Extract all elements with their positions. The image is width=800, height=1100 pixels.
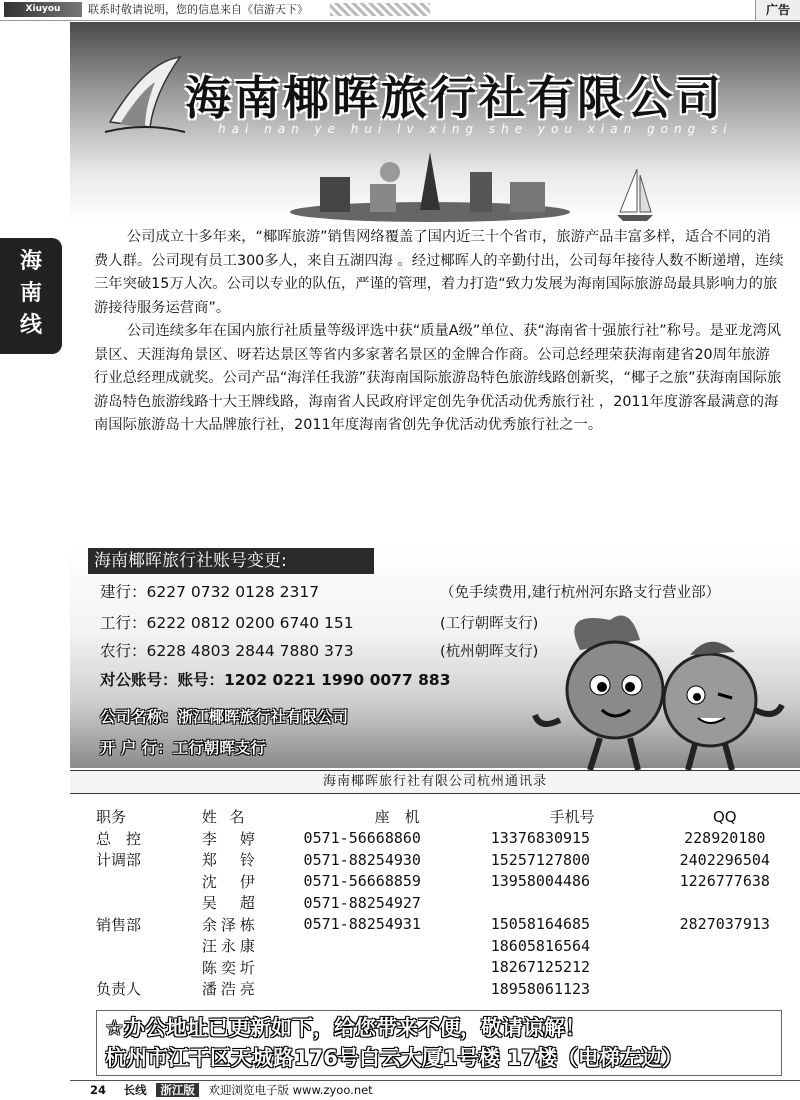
column-header: QQ bbox=[712, 807, 737, 826]
section-tab bbox=[0, 238, 62, 354]
cell-qq bbox=[654, 978, 796, 1000]
cell-name: 潘浩亮 bbox=[201, 980, 259, 999]
cell-mobile: 18605816564 bbox=[490, 936, 591, 955]
cell-name: 吴 超 bbox=[201, 894, 259, 913]
section-tab-char: 海 bbox=[19, 249, 42, 274]
sailboat-icon bbox=[615, 167, 655, 222]
cell-qq: 2402296504 bbox=[679, 850, 770, 869]
column-header: 手机号 bbox=[549, 808, 595, 827]
cell-qq bbox=[654, 935, 796, 957]
cell-qq: 228920180 bbox=[684, 829, 766, 848]
bank-row-note: (工行朝晖支行) bbox=[440, 616, 539, 632]
cell-qq bbox=[654, 892, 796, 914]
bank-row: 对公账号：账号：1202 0221 1990 0077 883 bbox=[100, 671, 451, 689]
cell-mobile: 13958004486 bbox=[490, 872, 591, 891]
island-landmarks-illustration bbox=[280, 152, 580, 222]
address-notice bbox=[96, 1010, 782, 1076]
bank-row-note: （免手续费用,建行杭州河东路支行营业部） bbox=[440, 585, 721, 601]
notice-address: 杭州市江干区天城路176号白云大厦1号楼 17楼（电梯左边） bbox=[105, 1046, 683, 1070]
cell-phone: 0571-56668860 bbox=[303, 829, 421, 848]
intro-paragraph: 公司连续多年在国内旅行社质量等级评选中获“质量A级”单位、获“海南省十强旅行社”称号。是亚龙湾风景区、天涯海角景区、呀若达景区等省内多家著名景区的金牌合作商。公司总经理荣获海南建省20周年旅游行业总经理成就奖。公司产品“海洋任我游”获海南国际旅游岛特色旅游线路创新奖，“椰子之旅”获海南国际旅游岛特色旅游线路十大王牌线路，海南省人民政府评定创先争优活动优秀旅行社 ，2011年度游客最满意的海南国际旅游岛十大品牌旅行社，2011年度海南省创先争优活动优秀旅行社之一。 bbox=[94, 323, 782, 433]
column-header: 职务 bbox=[96, 808, 127, 827]
company-intro bbox=[94, 226, 784, 438]
ad-label: 广告 bbox=[755, 0, 800, 20]
decorative-stripes bbox=[330, 3, 430, 16]
cell-role bbox=[96, 935, 202, 957]
cell-role bbox=[96, 892, 202, 914]
sail-logo-icon bbox=[100, 52, 190, 142]
cell-phone: 0571-88254931 bbox=[303, 915, 421, 934]
contact-notice: 联系时敬请说明，您的信息来自《信游天下》 bbox=[88, 3, 308, 16]
section-tab-char: 线 bbox=[19, 313, 42, 338]
page-number: 24 bbox=[90, 1083, 107, 1097]
cell-phone bbox=[304, 935, 491, 957]
cell-phone: 0571-56668859 bbox=[303, 872, 421, 891]
hero-banner bbox=[70, 22, 800, 222]
magazine-logo: Xiuyou bbox=[4, 2, 82, 17]
company-pinyin: hai nan ye hui lv xing she you xian gong si bbox=[218, 122, 733, 136]
company-title: 海南椰晖旅行社有限公司 bbox=[185, 71, 724, 125]
bank-row: 建行：6227 0732 0128 2317 bbox=[100, 583, 320, 601]
contacts-table bbox=[96, 806, 796, 1000]
bank-heading: 海南椰晖旅行社账号变更: bbox=[88, 548, 374, 574]
intro-paragraph: 公司成立十多年来，“椰晖旅游”销售网络覆盖了国内近三十个省市，旅游产品丰富多样，适合不同的消费人群。公司现有员工300多人，来自五湖四海 。经过椰晖人的辛勤付出，公司每年接待人数不断递增，连续三年突破15万人次。公司以专业的队伍，严谨的管理，着力打造“致力发展为海南国际旅游岛最具影响力的旅游接待服务运营商”。 bbox=[94, 229, 784, 316]
cell-name: 汪永康 bbox=[201, 937, 259, 956]
table-row bbox=[96, 871, 796, 893]
cell-name: 余泽栋 bbox=[201, 915, 259, 934]
cell-phone: 0571-88254930 bbox=[303, 850, 421, 869]
coconut-mascots-illustration bbox=[520, 610, 790, 775]
column-header: 姓 名 bbox=[201, 808, 249, 827]
table-row bbox=[96, 935, 796, 957]
bank-row: 开 户 行：工行朝晖支行 bbox=[100, 739, 266, 757]
cell-mobile: 15257127800 bbox=[490, 850, 591, 869]
footer-link-text: 欢迎浏览电子版 www.zyoo.net bbox=[208, 1083, 373, 1097]
cell-name: 沈 伊 bbox=[201, 872, 259, 891]
bank-row: 工行：6222 0812 0200 6740 151 bbox=[100, 614, 354, 632]
contacts-title: 海南椰晖旅行社有限公司杭州通讯录 bbox=[70, 770, 800, 794]
cell-role: 计调部 bbox=[96, 851, 142, 870]
cell-role: 总 控 bbox=[96, 829, 142, 848]
table-row bbox=[96, 828, 796, 850]
cell-qq: 2827037913 bbox=[679, 915, 770, 934]
cell-role bbox=[96, 871, 202, 893]
bank-row: 农行：6228 4803 2844 7880 373 bbox=[100, 642, 354, 660]
cell-name: 陈奕圻 bbox=[201, 958, 259, 977]
table-row bbox=[96, 914, 796, 936]
section-tab-char: 南 bbox=[19, 281, 42, 306]
cell-role bbox=[96, 957, 202, 979]
cell-name: 郑 铃 bbox=[201, 851, 259, 870]
cell-mobile: 18958061123 bbox=[490, 979, 591, 998]
edition-badge: 浙江版 bbox=[156, 1083, 199, 1097]
section-name: 长线 bbox=[123, 1083, 147, 1097]
top-strip bbox=[0, 0, 800, 21]
table-row bbox=[96, 957, 796, 979]
cell-name: 李 婷 bbox=[201, 829, 259, 848]
bank-row: 公司名称：浙江椰晖旅行社有限公司 bbox=[100, 708, 349, 726]
table-row bbox=[96, 849, 796, 871]
cell-role: 销售部 bbox=[96, 915, 142, 934]
cell-phone bbox=[304, 957, 491, 979]
cell-role: 负责人 bbox=[96, 980, 142, 999]
cell-phone: 0571-88254927 bbox=[303, 893, 421, 912]
table-row bbox=[96, 978, 796, 1000]
bank-row-note: (杭州朝晖支行) bbox=[440, 644, 539, 660]
cell-mobile: 15058164685 bbox=[490, 915, 591, 934]
cell-qq bbox=[654, 957, 796, 979]
page-footer bbox=[90, 1081, 373, 1099]
cell-mobile bbox=[491, 892, 654, 914]
table-row bbox=[96, 892, 796, 914]
cell-mobile: 13376830915 bbox=[490, 829, 591, 848]
cell-qq: 1226777638 bbox=[679, 872, 770, 891]
column-header: 座 机 bbox=[374, 808, 420, 827]
notice-line: ☆办公地址已更新如下，给您带来不便，敬请谅解！ bbox=[105, 1016, 586, 1040]
table-header-row bbox=[96, 806, 796, 828]
cell-mobile: 18267125212 bbox=[490, 958, 591, 977]
cell-phone bbox=[304, 978, 491, 1000]
